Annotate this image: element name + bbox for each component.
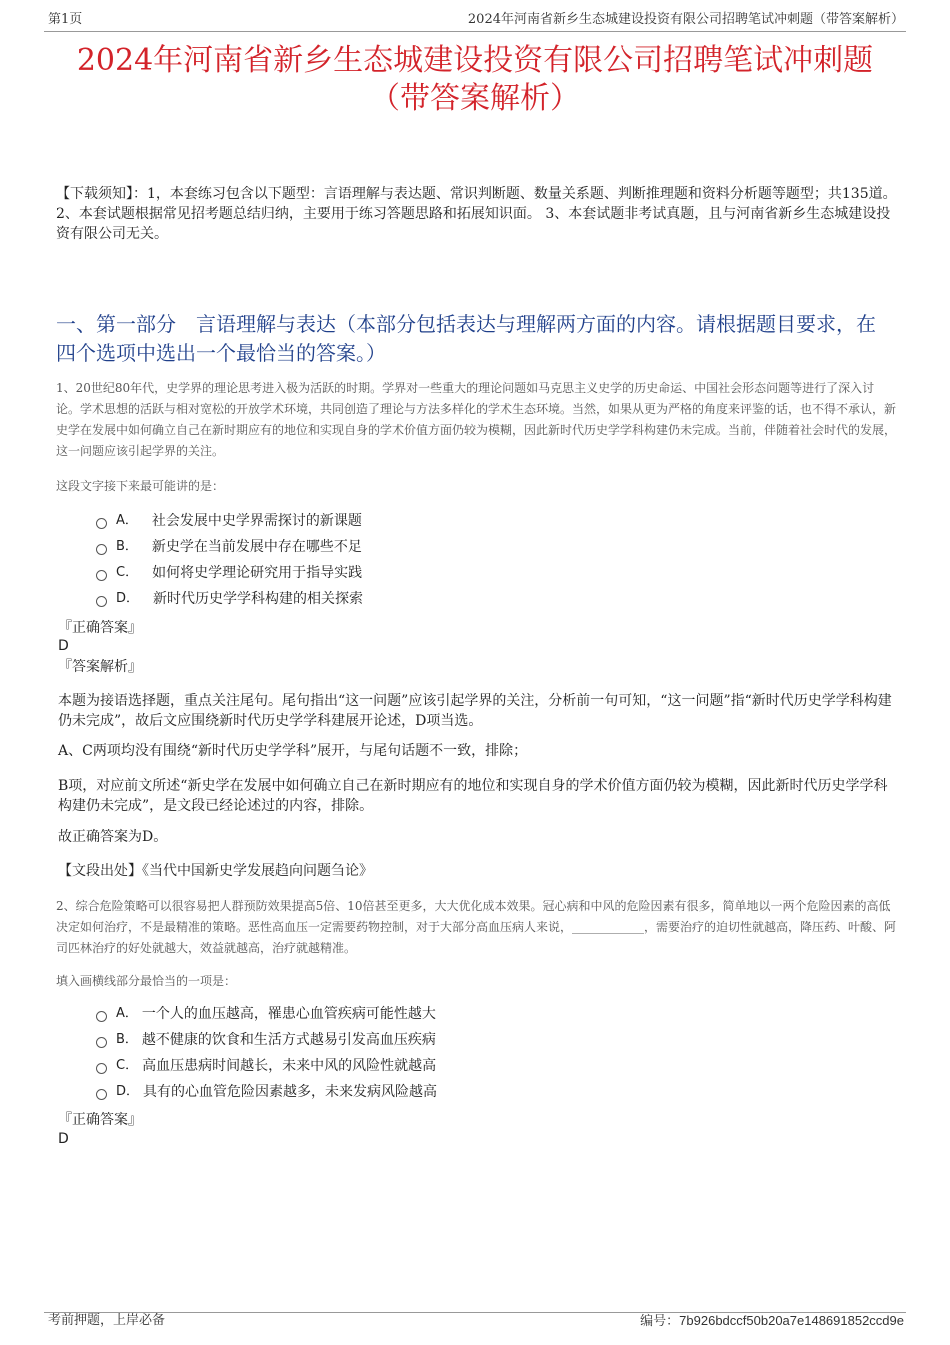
radio-button[interactable] [96, 596, 107, 607]
radio-button[interactable] [96, 518, 107, 529]
page-number: 第1页 [48, 12, 83, 27]
download-notice: 【下载须知】：1，本套练习包含以下题型：言语理解与表达题、常识判断题、数量关系题、判断推理题和资料分析题等题型；共135道。 2、本套试题根据常见招考题总结归纳，主要用于练习答题思路和拓展知识面。 3、本套试题非考试真题，且与河南省新乡生态城建设投资有限公司无关。 [56, 186, 897, 242]
q2-answer-value: D [58, 1131, 69, 1147]
q1-analysis-para-4: 故正确答案为D。 [58, 829, 168, 845]
header-doc-title: 2024年河南省新乡生态城建设投资有限公司招聘笔试冲刺题（带答案解析） [467, 12, 904, 27]
question-2-prompt: 填入画横线部分最恰当的一项是： [56, 974, 237, 988]
option-letter: D． [116, 1084, 140, 1099]
q2-option-d[interactable] [96, 1082, 437, 1102]
title-line-2: （带答案解析） [370, 81, 580, 116]
footer-slogan: 考前押题，上岸必备 [48, 1313, 166, 1328]
option-letter: C． [116, 1058, 139, 1073]
option-text: 新时代历史学学科构建的相关探索 [153, 591, 364, 607]
question-1-text: 1、20世纪80年代，史学界的理论思考进入极为活跃的时期。学界对一些重大的理论问题如马克思主义史学的历史命运、中国社会形态问题等进行了深入讨论。学术思想的活跃与相对宽松的开放学术环境，共同创造了理论与方法多样化的学术生态环境。当然，如果从更为严格的角度来评鉴的话，也不得不承认，新史学在发展中如何确立自己在新时期应有的地位和实现自身的学术价值方面仍较为模糊，因此新时代历史学学科构建仍未完成。当前，伴随着社会时代的发展，这一问题应该引起学界的关注。 [56, 381, 897, 458]
q1-answer-value: D [58, 638, 69, 654]
q1-source: 【文段出处】《当代中国新史学发展趋向问题刍论》 [58, 863, 373, 879]
q2-answer-label: 『正确答案』 [58, 1112, 142, 1128]
q1-option-a[interactable] [96, 511, 362, 531]
q1-option-c[interactable] [96, 563, 362, 583]
q2-option-a[interactable] [96, 1004, 436, 1024]
footer-code-value: 7b926bdccf50b20a7e148691852ccd9e [679, 1313, 904, 1328]
option-letter: B． [116, 1032, 138, 1047]
footer-code-label: 编号： [640, 1314, 680, 1329]
option-text: 社会发展中史学界需探讨的新课题 [151, 513, 362, 529]
footer-code [640, 1313, 904, 1330]
q1-analysis-para-2: A、C两项均没有围绕“新时代历史学学科”展开，与尾句话题不一致，排除； [58, 743, 528, 759]
option-text: 新史学在当前发展中存在哪些不足 [151, 539, 362, 555]
q1-analysis-label: 『答案解析』 [58, 659, 142, 675]
option-letter: C． [116, 565, 139, 580]
document-title [40, 42, 910, 118]
option-text: 一个人的血压越高，罹患心血管疾病可能性越大 [141, 1006, 436, 1022]
question-2-text: 2、综合危险策略可以很容易把人群预防效果提高5倍、10倍甚至更多，大大优化成本效果。冠心病和中风的危险因素有很多，简单地以一两个危险因素的高低决定如何治疗，不是最精准的策略。恶性高血压一定需要药物控制，对于大部分高血压病人来说，____________，需要治疗的迫切性就越高，降压药、叶酸、阿司匹林治疗的好处就越大，效益就越高，治疗就越精准。 [56, 899, 897, 955]
option-text: 具有的心血管危险因素越多，未来发病风险越高 [143, 1084, 438, 1100]
question-1-prompt: 这段文字接下来最可能讲的是： [56, 479, 225, 493]
q1-option-d[interactable] [96, 589, 363, 609]
q1-analysis-para-3: B项，对应前文所述“新史学在发展中如何确立自己在新时期应有的地位和实现自身的学术价值方面仍较为模糊，因此新时代历史学学科构建仍未完成”，是文段已经论述过的内容，排除。 [58, 778, 888, 814]
radio-button[interactable] [96, 1037, 107, 1048]
title-line-1: 2024年河南省新乡生态城建设投资有限公司招聘笔试冲刺题 [76, 43, 874, 78]
option-letter: B． [116, 539, 138, 554]
option-letter: A． [116, 513, 138, 528]
header-divider [44, 31, 906, 32]
section-title: 一、第一部分 言语理解与表达（本部分包括表达与理解两方面的内容。请根据题目要求，在四个选项中选出一个最恰当的答案。） [56, 312, 876, 365]
option-text: 如何将史学理论研究用于指导实践 [152, 565, 363, 581]
radio-button[interactable] [96, 544, 107, 555]
option-text: 越不健康的饮食和生活方式越易引发高血压疾病 [141, 1032, 436, 1048]
q1-option-b[interactable] [96, 537, 362, 557]
q2-option-b[interactable] [96, 1030, 436, 1050]
radio-button[interactable] [96, 1089, 107, 1100]
radio-button[interactable] [96, 570, 107, 581]
option-letter: A． [116, 1006, 138, 1021]
q2-option-c[interactable] [96, 1056, 436, 1076]
radio-button[interactable] [96, 1011, 107, 1022]
q1-answer-label: 『正确答案』 [58, 620, 142, 636]
option-letter: D． [116, 591, 140, 606]
q1-analysis-para-1: 本题为接语选择题，重点关注尾句。尾句指出“这一问题”应该引起学界的关注，分析前一句可知，“这一问题”指“新时代历史学学科构建仍未完成”，故后文应围绕新时代历史学学科建展开论述，D项当选。 [58, 693, 892, 729]
radio-button[interactable] [96, 1063, 107, 1074]
option-text: 高血压患病时间越长，未来中风的风险性就越高 [142, 1058, 437, 1074]
